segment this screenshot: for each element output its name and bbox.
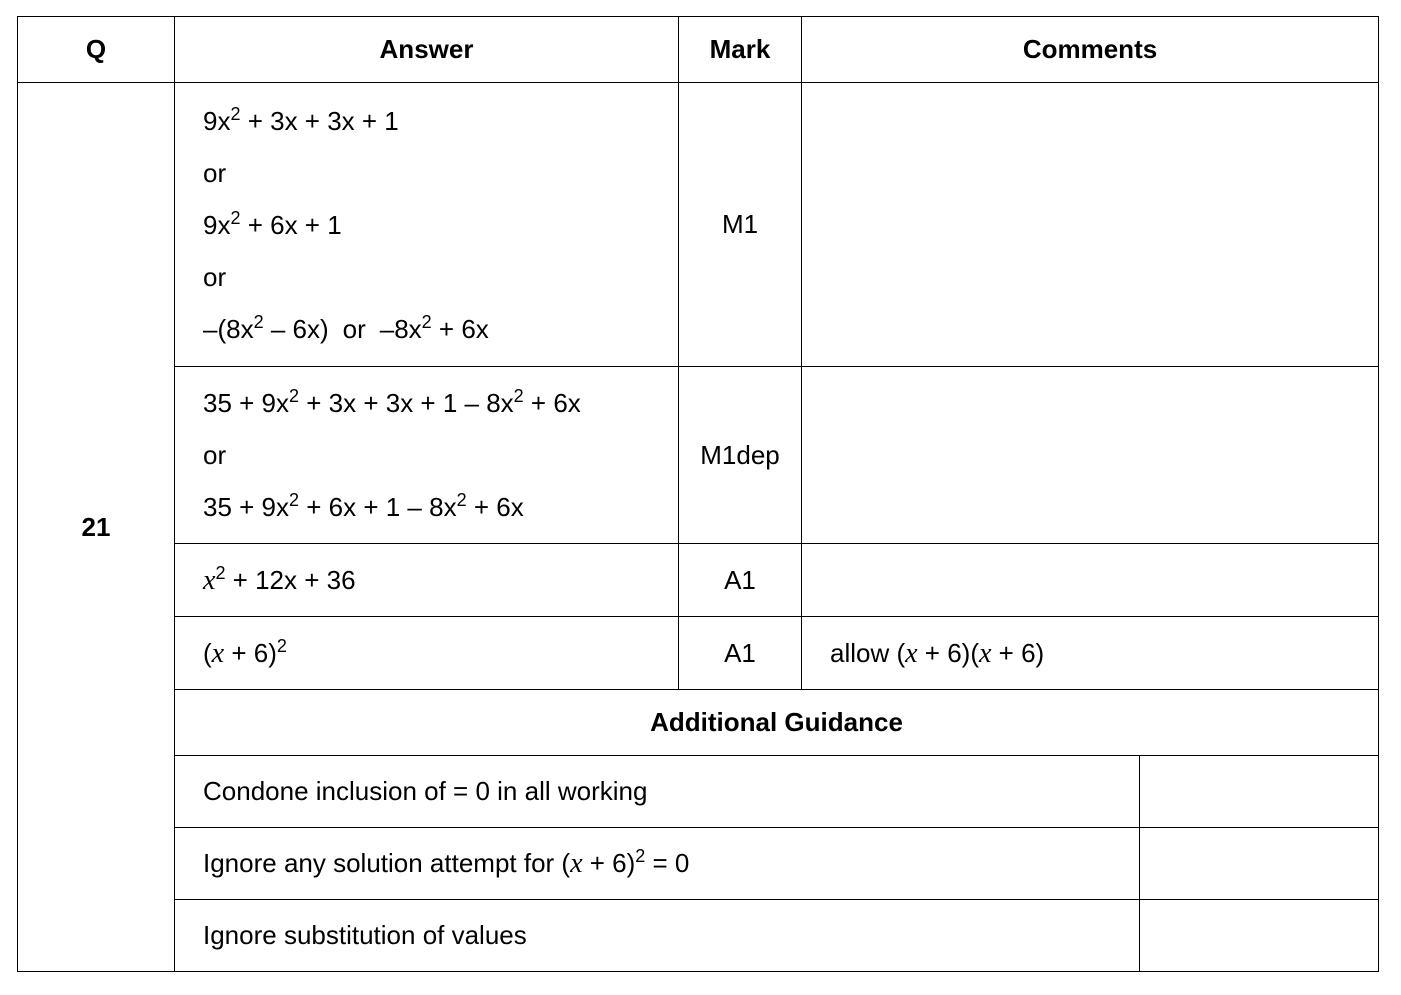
header-q: Q <box>18 17 175 83</box>
mark-cell: M1dep <box>679 367 802 544</box>
comment-cell <box>802 367 1379 544</box>
header-row <box>18 17 1379 83</box>
mark-scheme-table <box>17 16 1379 972</box>
answer-line: $9x^2 + 6x + 1$ <box>203 207 342 240</box>
header-answer: Answer <box>175 17 679 83</box>
guidance-text: Condone inclusion of = 0 in all working <box>203 776 648 806</box>
header-comments: Comments <box>802 17 1379 83</box>
table-row <box>18 617 1379 690</box>
table-row <box>18 83 1379 367</box>
guidance-text: Ignore any solution attempt for $(x + 6)^2 = 0$ <box>203 845 690 879</box>
guidance-mark-cell <box>1140 828 1379 900</box>
answer-line: $(x + 6)^2$ <box>203 635 287 669</box>
comment-cell <box>802 83 1379 367</box>
mark-cell: A1 <box>679 617 802 690</box>
comment-text: allow (x + 6)(x + 6) <box>830 637 1045 669</box>
guidance-title-row <box>18 690 1379 756</box>
guidance-text: Ignore substitution of values <box>203 920 527 950</box>
answer-cell <box>175 83 679 367</box>
answer-line: $35 + 9x^2 + 6x + 1 - 8x^2 + 6x$ <box>203 490 524 522</box>
answer-line: $-(8x^2 - 6x)$ or $-8x^2 + 6x$ <box>203 311 489 344</box>
mark-cell: A1 <box>679 544 802 617</box>
answer-line: or <box>203 157 227 188</box>
mark-scheme-sheet <box>17 16 1379 972</box>
guidance-mark-cell <box>1140 756 1379 828</box>
guidance-row <box>18 900 1379 972</box>
answer-line: $9x^2 + 3x + 3x + 1$ <box>203 103 399 136</box>
table-row <box>18 544 1379 617</box>
header-mark: Mark <box>679 17 802 83</box>
guidance-mark-cell <box>1140 900 1379 972</box>
guidance-row <box>18 828 1379 900</box>
mark-cell: M1 <box>679 83 802 367</box>
answer-line: or <box>203 440 227 470</box>
comment-cell <box>802 617 1379 690</box>
comment-cell <box>802 544 1379 617</box>
guidance-item <box>175 828 1140 900</box>
answer-line: $35 + 9x^2 + 3x + 3x + 1 - 8x^2 + 6x$ <box>203 386 581 418</box>
answer-cell <box>175 544 679 617</box>
table-row <box>18 367 1379 544</box>
question-number: 21 <box>18 83 175 972</box>
additional-guidance-title: Additional Guidance <box>175 690 1379 756</box>
guidance-row <box>18 756 1379 828</box>
answer-line: $x^2 + 12x + 36$ <box>203 562 356 596</box>
answer-cell <box>175 367 679 544</box>
guidance-item <box>175 756 1140 828</box>
answer-line: or <box>203 261 227 292</box>
answer-cell <box>175 617 679 690</box>
guidance-item <box>175 900 1140 972</box>
